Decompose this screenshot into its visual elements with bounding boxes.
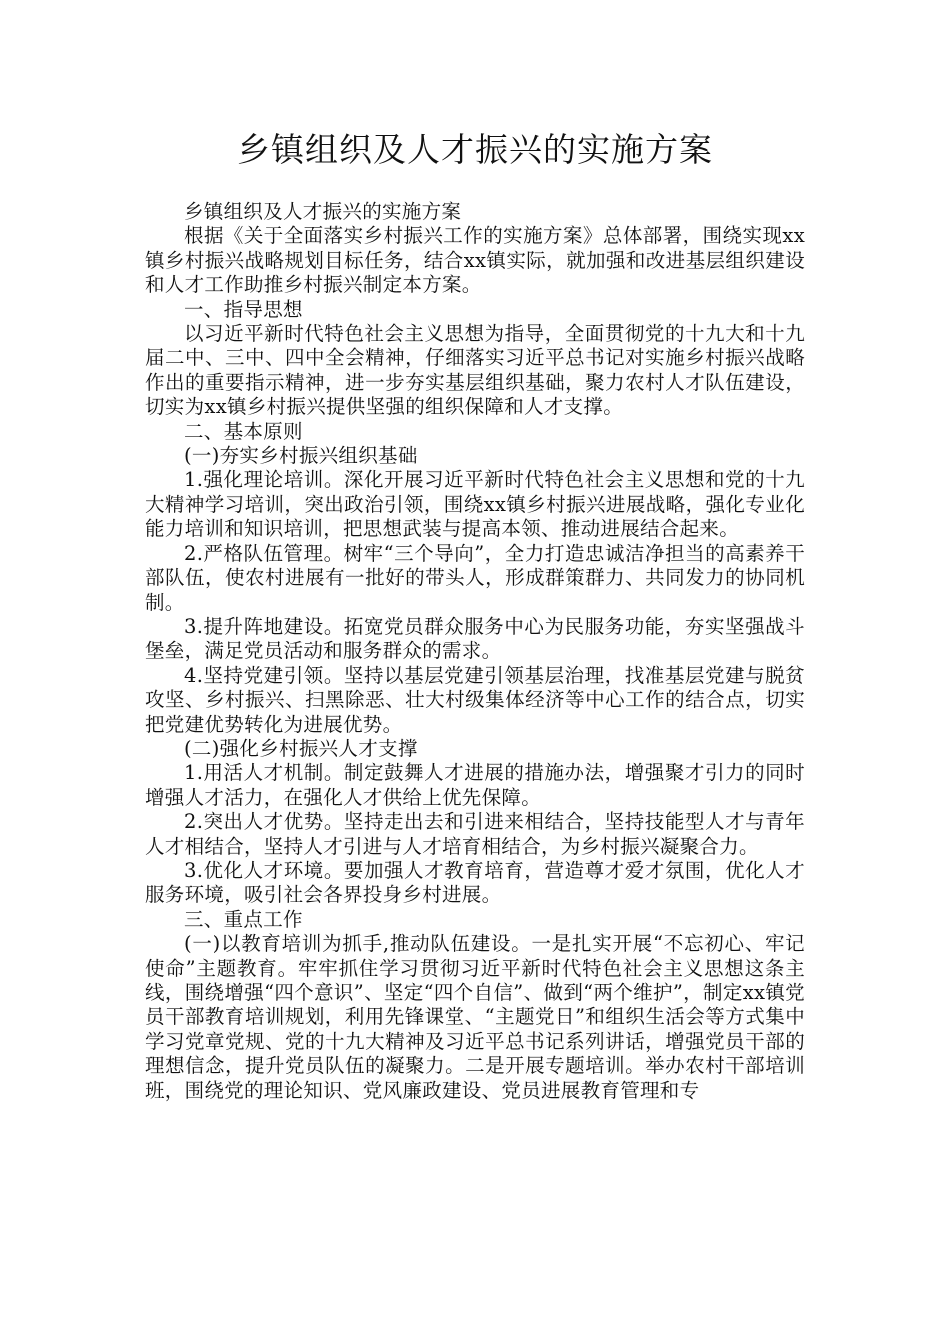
paragraph-team-management: 2.严格队伍管理。树牢“三个导向”，全力打造忠诚洁净担当的高素养干部队伍，使农村进展有一批好的带头人，形成群策群力、共同发力的协同机制。	[145, 541, 805, 614]
paragraph-talent-mechanism: 1.用活人才机制。制定鼓舞人才进展的措施办法，增强聚才引力的同时增强人才活力，在强化人才供给上优先保障。	[145, 761, 805, 809]
document-body	[145, 200, 805, 1103]
paragraph-guiding-ideology: 以习近平新时代特色社会主义思想为指导，全面贯彻党的十九大和十九届二中、三中、四中全会精神，仔细落实习近平总书记对实施乡村振兴战略作出的重要指示精神，进一步夯实基层组织基础，聚力农村人才队伍建设，切实为xx镇乡村振兴提供坚强的组织保障和人才支撑。	[145, 322, 805, 419]
paragraph-talent-environment: 3.优化人才环境。要加强人才教育培育，营造尊才爱才氛围，优化人才服务环境，吸引社会各界投身乡村进展。	[145, 858, 805, 907]
paragraph-subtitle: 乡镇组织及人才振兴的实施方案	[184, 200, 462, 223]
heading-basic-principles: 二、基本原则	[184, 419, 303, 443]
subheading-organization-foundation: (一)夯实乡村振兴组织基础	[184, 444, 418, 468]
paragraph-talent-advantage: 2.突出人才优势。坚持走出去和引进来相结合，坚持技能型人才与青年人才相结合，坚持人才引进与人才培育相结合，为乡村振兴凝聚合力。	[145, 810, 805, 858]
paragraph-position-building: 3.提升阵地建设。拓宽党员群众服务中心为民服务功能，夯实坚强战斗堡垒，满足党员活动和服务群众的需求。	[145, 614, 805, 663]
paragraph-party-leadership: 4.坚持党建引领。坚持以基层党建引领基层治理，找准基层党建与脱贫攻坚、乡村振兴、扫黑除恶、壮大村级集体经济等中心工作的结合点，切实把党建优势转化为进展优势。	[145, 663, 805, 736]
heading-key-work: 三、重点工作	[184, 907, 303, 931]
heading-guiding-ideology: 一、指导思想	[184, 297, 303, 321]
subheading-talent-support: (二)强化乡村振兴人才支撑	[184, 736, 418, 760]
paragraph-education-training: (一)以教育培训为抓手,推动队伍建设。一是扎实开展“不忘初心、牢记使命”主题教育。牢牢抓住学习贯彻习近平新时代特色社会主义思想这条主线，围绕增强“四个意识”、坚定“四个自信”、做到“两个维护”，制定xx镇党员干部教育培训规划，利用先锋课堂、“主题党日”和组织生活会等方式集中学习党章党规、党的十九大精神及习近平总书记系列讲话，增强党员干部的理想信念，提升党员队伍的凝聚力。二是开展专题培训。举办农村干部培训班，围绕党的理论知识、党风廉政建设、党员进展教育管理和专	[145, 932, 805, 1102]
paragraph-intro: 根据《关于全面落实乡村振兴工作的实施方案》总体部署，围绕实现xx镇乡村振兴战略规划目标任务，结合xx镇实际，就加强和改进基层组织建设和人才工作助推乡村振兴制定本方案。	[145, 224, 805, 297]
document-title: 乡镇组织及人才振兴的实施方案	[237, 130, 713, 169]
paragraph-theory-training: 1.强化理论培训。深化开展习近平新时代特色社会主义思想和党的十九大精神学习培训，突出政治引领，围绕xx镇乡村振兴进展战略，强化专业化能力培训和知识培训，把思想武装与提高本领、推动进展结合起来。	[145, 468, 805, 541]
